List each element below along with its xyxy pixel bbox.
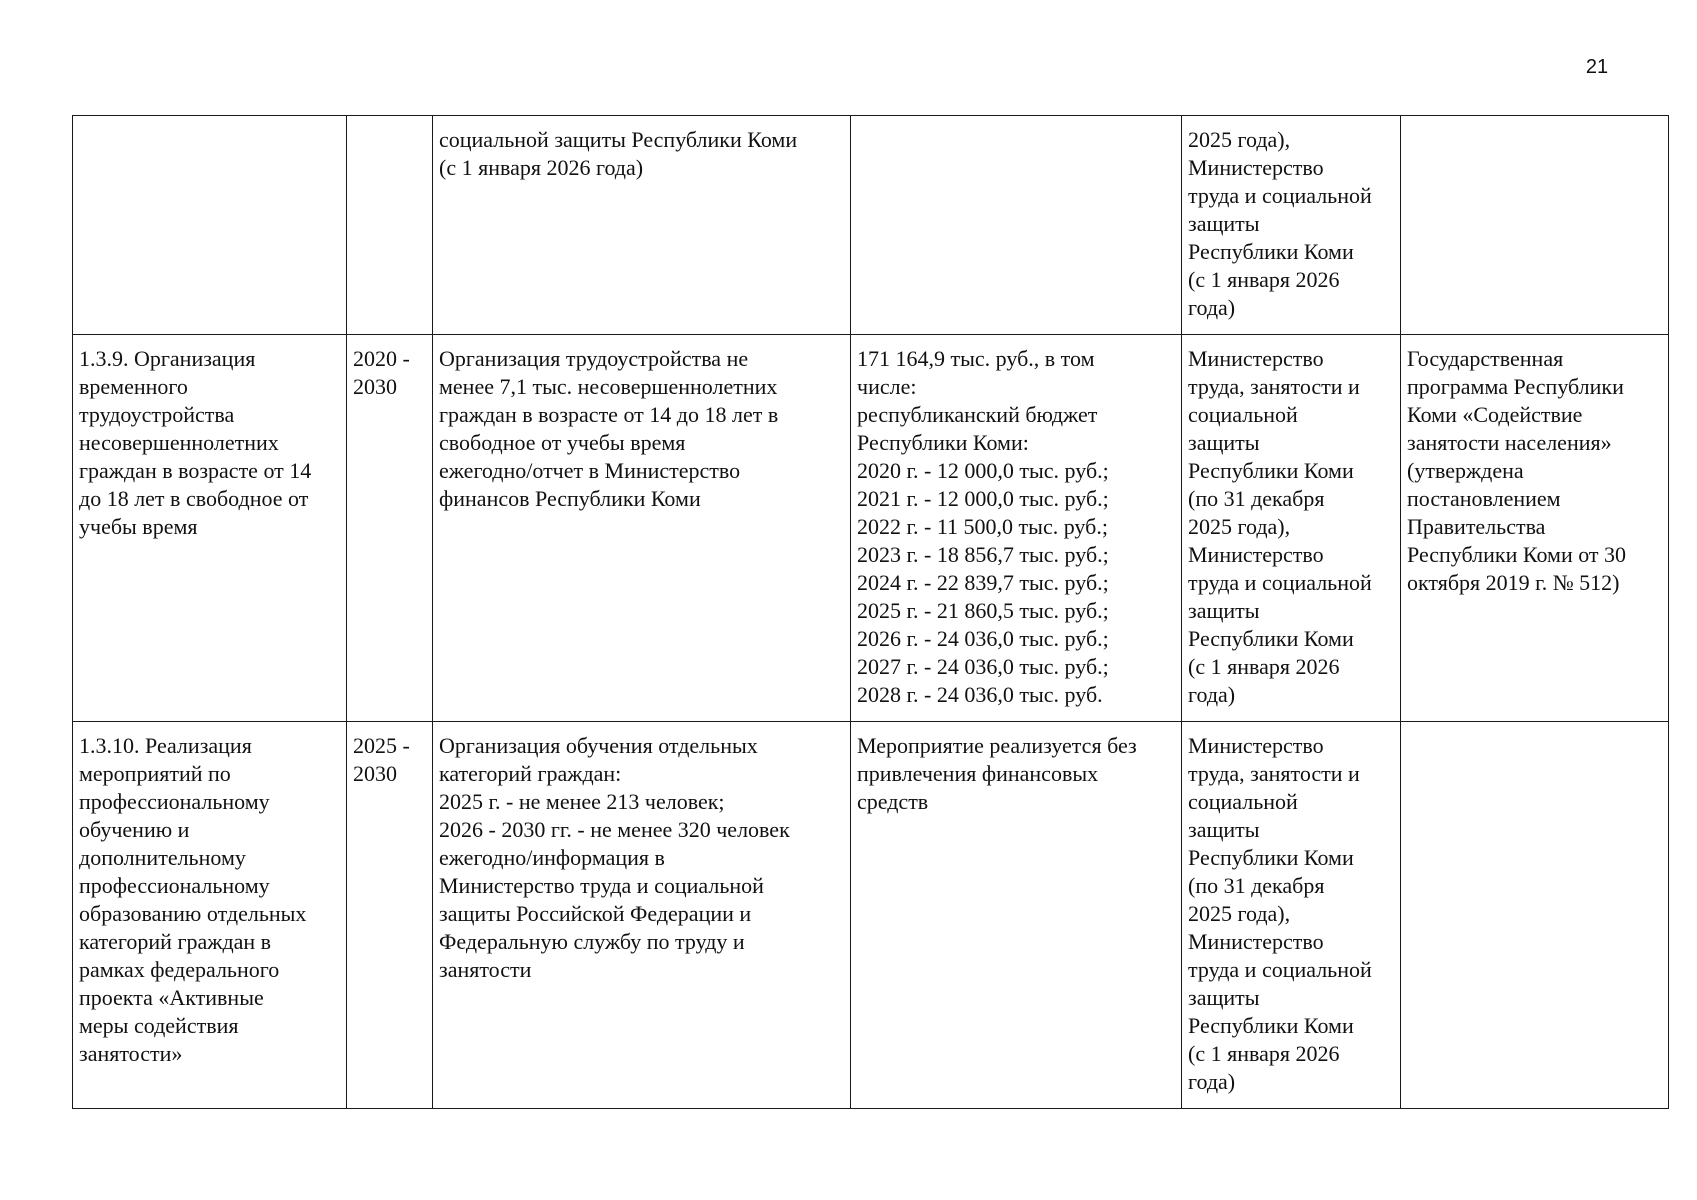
period-cell: 2025 - 2030 — [347, 722, 433, 1109]
result-cell: Организация обучения отдельных категорий граждан: 2025 г. - не менее 213 человек; 2026 - 2030 гг. - не менее 320 человек ежегодно/информация в Министерство труда и социальной защиты Российской Федерации и Федеральную службу по труду и занятости — [433, 722, 851, 1109]
executor-cell: 2025 года), Министерство труда и социальной защиты Республики Коми (с 1 января 2026 года) — [1182, 116, 1401, 335]
table-row — [73, 722, 1669, 1109]
activities-table — [72, 115, 1669, 1109]
executor-cell: Министерство труда, занятости и социальной защиты Республики Коми (по 31 декабря 2025 года), Министерство труда и социальной защиты Республики Коми (с 1 января 2026 года) — [1182, 722, 1401, 1109]
funding-cell: Мероприятие реализуется без привлечения финансовых средств — [851, 722, 1182, 1109]
funding-cell: 171 164,9 тыс. руб., в том числе: республиканский бюджет Республики Коми: 2020 г. - 12 000,0 тыс. руб.; 2021 г. - 12 000,0 тыс. руб.; 2022 г. - 11 500,0 тыс. руб.; 2023 г. - 18 856,7 тыс. руб.; 2024 г. - 22 839,7 тыс. руб.; 2025 г. - 21 860,5 тыс. руб.; 2026 г. - 24 036,0 тыс. руб.; 2027 г. - 24 036,0 тыс. руб.; 2028 г. - 24 036,0 тыс. руб. — [851, 335, 1182, 722]
program-cell — [1401, 722, 1669, 1109]
program-cell: Государственная программа Республики Коми «Содействие занятости населения» (утверждена постановлением Правительства Республики Коми от 30 октября 2019 г. № 512) — [1401, 335, 1669, 722]
table-row — [73, 335, 1669, 722]
period-cell: 2020 - 2030 — [347, 335, 433, 722]
table-row — [73, 116, 1669, 335]
result-cell: социальной защиты Республики Коми (с 1 января 2026 года) — [433, 116, 851, 335]
period-cell — [347, 116, 433, 335]
program-cell — [1401, 116, 1669, 335]
event-cell — [73, 116, 347, 335]
result-cell: Организация трудоустройства не менее 7,1 тыс. несовершеннолетних граждан в возрасте от 14 до 18 лет в свободное от учебы время ежегодно/отчет в Министерство финансов Республики Коми — [433, 335, 851, 722]
event-cell: 1.3.10. Реализация мероприятий по профессиональному обучению и дополнительному профессиональному образованию отдельных категорий граждан в рамках федерального проекта «Активные меры содействия занятости» — [73, 722, 347, 1109]
executor-cell: Министерство труда, занятости и социальной защиты Республики Коми (по 31 декабря 2025 года), Министерство труда и социальной защиты Республики Коми (с 1 января 2026 года) — [1182, 335, 1401, 722]
event-cell: 1.3.9. Организация временного трудоустройства несовершеннолетних граждан в возрасте от 14 до 18 лет в свободное от учебы время — [73, 335, 347, 722]
page-number: 21 — [1585, 56, 1609, 78]
funding-cell — [851, 116, 1182, 335]
